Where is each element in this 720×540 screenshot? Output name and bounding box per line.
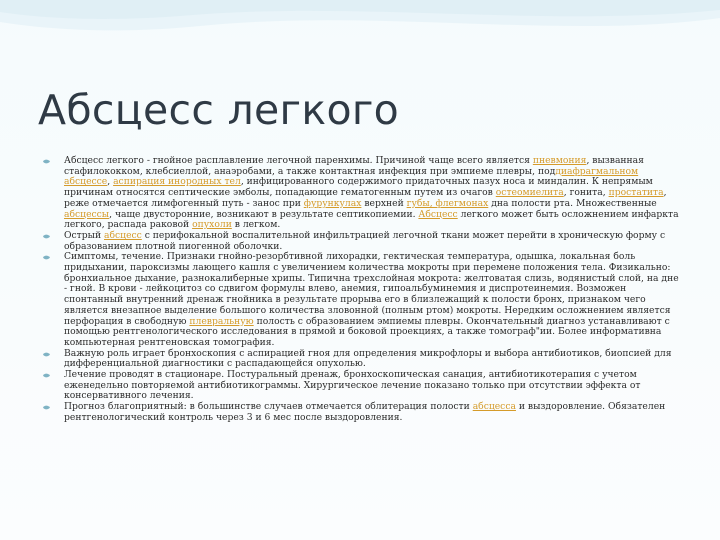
text-link[interactable]: плевральную xyxy=(189,315,254,327)
bullet-text: дна полости рта. Множественные xyxy=(488,197,657,209)
bullet-list xyxy=(40,156,680,424)
bullet-text: в легком. xyxy=(231,219,281,231)
text-link[interactable]: опухоли xyxy=(192,219,232,231)
leaf-bullet-icon xyxy=(43,159,50,164)
text-link[interactable]: диафрагмальном абсцессе xyxy=(64,165,639,188)
bullet-text: Острый xyxy=(64,229,104,241)
bullet-text: Абсцесс легкого - гнойное расплавление легочной паренхимы. Причиной чаще всего является xyxy=(64,155,533,166)
text-link[interactable]: аспирация инородных тел xyxy=(113,176,241,188)
bullet-text: Симптомы, течение. Признаки гнойно-резорбтивной лихорадки, гектическая температура, одышка, локальная боль придыхании, пароксизмы лающего кашля с увеличением количества мокроты при перемене положения тела. Физикально: бронхиальное дыхание, разнокалиберные хрипы. Типична трехслойная мокрота: желтоватая слизь, водянистый слой, на дне - гной. В крови - лейкоцитоз со сдвигом формулы влево, анемия, гипоальбуминемия и диспротеинемия. Возможен спонтанный внутренний дренаж гнойника в результате прорыва его в близлежащий к полости бронх, признаком чего является внезапное выделение большого количества зловонной (полным ртом) мокроты. Нередким осложнением является перфорация в свободную xyxy=(64,251,679,327)
decorative-wave xyxy=(0,0,720,80)
text-link[interactable]: губы, флегмонах xyxy=(406,197,489,209)
bullet-text: Прогноз благоприятный: в большинстве случаев отмечается облитерация полости xyxy=(64,401,473,413)
bullet-text: Лечение проводят в стационаре. Постуральный дренаж, бронхоскопическая санация, антибиотикотерапия с учетом еженедельно повторяемой антибиотикограммы. Хирургическое лечение показано только при отсутствии эффекта от консервативного лечения. xyxy=(64,369,641,402)
leaf-bullet-icon xyxy=(43,234,50,239)
bullet-text: , инфицированного содержимого придаточных пазух носа и миндалин. К непрямым причинам относятся септические эмболы, попадающие гематогенным путем из очагов xyxy=(64,176,653,199)
bullet-text: с перифокальной воспалительной инфильтрацией легочной ткани может перейти в хроническую форму с образованием плотной пиогенной оболочки. xyxy=(64,229,666,252)
bullet-text: , xyxy=(107,176,114,188)
leaf-bullet-icon xyxy=(43,352,50,357)
leaf-bullet-icon xyxy=(43,405,50,410)
bullet-text: верхней xyxy=(361,197,407,209)
text-link[interactable]: фурункулах xyxy=(303,197,362,209)
bullet-text: , чаще двусторонние, возникают в результате септикопиемии. xyxy=(109,208,419,220)
bullet-text: , вызванная стафилококком, клебсиеллой, анаэробами, а также контактная инфекция при эмпиеме плевры, под xyxy=(64,155,644,177)
text-link[interactable]: абсцесс xyxy=(104,229,142,241)
bullet-item xyxy=(40,231,680,252)
bullet-item xyxy=(40,402,680,423)
bullet-text: , гонита, xyxy=(563,187,609,199)
bullet-item xyxy=(40,252,680,348)
bullet-item xyxy=(40,349,680,370)
text-link[interactable]: абсцессы xyxy=(64,208,110,220)
text-link[interactable]: абсцесса xyxy=(472,401,516,413)
page-title: Абсцесс легкого xyxy=(38,86,400,134)
leaf-bullet-icon xyxy=(43,373,50,378)
bullet-text: Важную роль играет бронхоскопия с аспирацией гноя для определения микрофлоры и выбора антибиотиков, биопсией для дифференциальной диагностики с распадающейся опухолью. xyxy=(64,347,672,370)
text-link[interactable]: простатита xyxy=(608,187,664,199)
text-link[interactable]: остеомиелита xyxy=(495,187,564,199)
bullet-text: полость с образованием эмпиемы плевры. Окончательный диагноз устанавливают с помощью рентгенологического исследования в прямой и боковой проекциях, а также томограф"ии. Более информативна компьютерная рентгеновская томография. xyxy=(64,315,670,348)
bullet-text: легкого может быть осложнением инфаркта легкого, распада раковой xyxy=(64,208,679,231)
bullet-text: и выздоровление. Обязателен рентгенологический контроль через 3 и 6 мес после выздоровления. xyxy=(64,401,666,423)
bullet-item xyxy=(40,156,680,231)
text-link[interactable]: пневмония xyxy=(532,155,587,166)
bullet-text: , реже отмечается лимфогенный путь - занос при xyxy=(64,187,667,209)
leaf-bullet-icon xyxy=(43,255,50,260)
text-link[interactable]: Абсцесс xyxy=(418,208,458,220)
bullet-item xyxy=(40,370,680,402)
